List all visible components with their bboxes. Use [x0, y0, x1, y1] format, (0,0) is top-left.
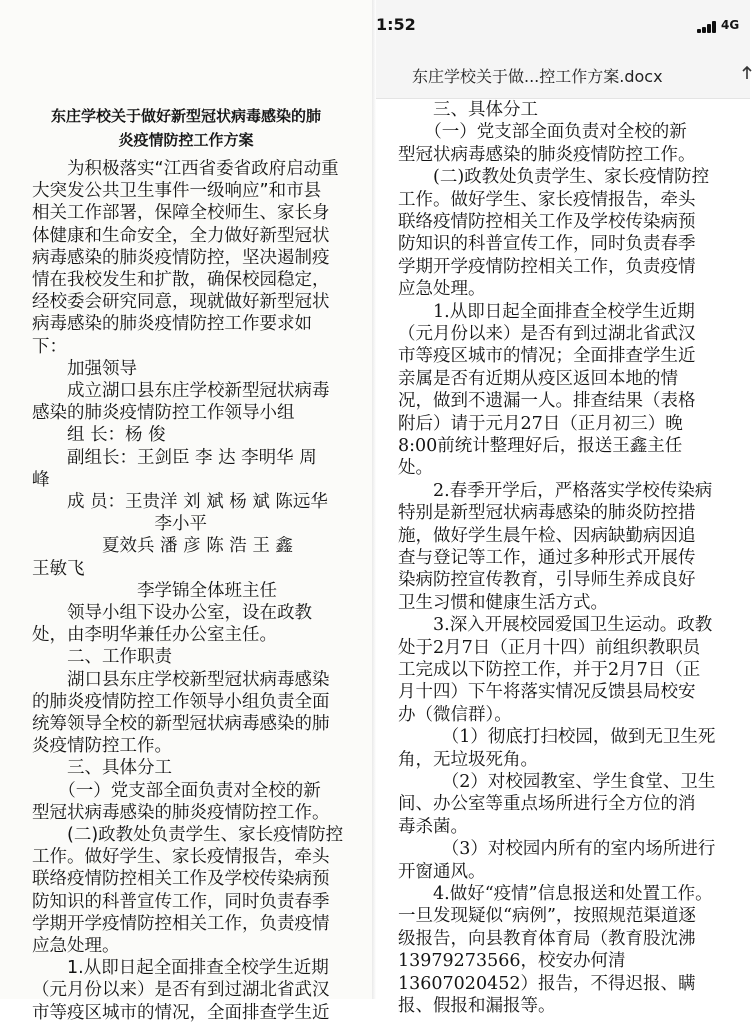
document-line: (二)政教处负责学生、家长疫情防控 — [32, 825, 344, 845]
document-line: 的肺炎疫情防控工作领导小组负责全面 — [32, 691, 330, 712]
document-line: （2）对校园教室、学生食堂、卫生 — [398, 772, 716, 792]
document-line: 组 长：杨 俊 — [32, 425, 166, 446]
share-icon[interactable] — [742, 65, 752, 83]
document-line: 统筹领导全校的新型冠状病毒感染的肺 — [32, 714, 330, 734]
document-line: 工完成以下防控工作，并于2月7日（正 — [398, 660, 701, 680]
phone-document-viewer — [376, 0, 750, 1016]
document-line: 办（微信群）。 — [398, 704, 512, 725]
document-line: 特别是新型冠状病毒感染的肺炎防控措 — [398, 503, 696, 524]
document-line: (二)政教处负责学生、家长疫情防控 — [398, 167, 710, 188]
document-line: 三、具体分工 — [32, 758, 172, 779]
document-line: 3.深入开展校园爱国卫生运动。政教 — [398, 615, 713, 636]
document-line: 加强领导 — [32, 358, 137, 379]
document-line: 三、具体分工 — [398, 100, 538, 120]
document-line: 施，做好学生晨午检、因病缺勤病因追 — [398, 525, 696, 546]
document-line: 染病防控宣传教育，引导师生养成良好 — [398, 570, 696, 591]
document-line: 情在我校发生和扩散，确保校园稳定， — [32, 270, 330, 290]
document-line: 8:00前统计整理好后，报送王鑫主任 — [398, 436, 683, 456]
document-line: 领导小组下设办公室，设在政教 — [32, 603, 312, 623]
document-line: 病毒感染的肺炎疫情防控，坚决遏制疫 — [32, 247, 330, 268]
document-line: 夏效兵 潘 彦 陈 浩 王 鑫 — [32, 536, 293, 557]
document-line: 毒杀菌。 — [398, 816, 468, 837]
document-line: （一）党支部全面负责对全校的新 — [32, 780, 321, 801]
document-line: 感染的肺炎疫情防控工作领导小组 — [32, 403, 295, 424]
document-line: 李小平 — [32, 514, 207, 535]
document-line: 处，由李明华兼任办公室主任。 — [32, 625, 277, 646]
document-title-bar — [376, 52, 750, 99]
document-line: 应急处理。 — [398, 279, 486, 300]
document-line: 级报告，向县教育体育局（教育股沈沸 — [398, 928, 696, 949]
document-line: 学期开学疫情防控相关工作，负责疫情 — [398, 256, 696, 277]
document-line: 李学锦全体班主任 — [32, 580, 277, 601]
document-line: 成立湖口县东庄学校新型冠状病毒 — [32, 381, 330, 401]
printed-document-photo — [0, 0, 372, 1023]
document-line: 体健康和生命安全，全力做好新型冠状 — [32, 225, 330, 246]
printed-title-line: 炎疫情防控工作方案 — [118, 131, 254, 149]
status-bar — [376, 0, 750, 52]
document-line: 一旦发现疑似“病例”，按照规范渠道逐 — [398, 906, 696, 927]
document-line: 大突发公共卫生事件一级响应”和市县 — [32, 181, 322, 202]
network-type: 4G — [721, 18, 740, 32]
document-line: 二、工作职责 — [32, 647, 172, 668]
document-line: 防知识的科普宣传工作，同时负责春季 — [32, 891, 330, 912]
document-line: 市等疫区城市的情况；全面排查学生近 — [398, 346, 696, 367]
document-line: 市等疫区城市的情况，全面排查学生近 — [32, 1002, 330, 1023]
document-line: （一）党支部全面负责对全校的新 — [398, 122, 687, 143]
document-line: （1）彻底打扫校园，做到无卫生死 — [398, 727, 716, 748]
document-line: 成 员：王贵洋 刘 斌 杨 斌 陈远华 — [32, 492, 328, 512]
printed-document-title — [0, 104, 372, 152]
document-line: 工作。做好学生、家长疫情报告，牵头 — [398, 189, 696, 210]
document-line: 况，做到不遗漏一人。排查结果（表格 — [398, 391, 696, 412]
document-file-name: 东庄学校关于做...控工作方案.docx — [412, 67, 663, 86]
document-line: 病毒感染的肺炎疫情防控工作要求如 — [32, 314, 312, 335]
document-line: 下： — [32, 336, 67, 357]
document-line: 开窗通风。 — [398, 861, 486, 882]
document-line: 查与登记等工作，通过多种形式开展传 — [398, 548, 696, 568]
document-line: 副组长：王剑臣 李 达 李明华 周 — [32, 447, 317, 468]
document-line: 角，无垃圾死角。 — [398, 749, 538, 770]
signal-strength-icon — [697, 21, 719, 33]
document-line: 13979273566，校安办何清 — [398, 951, 626, 972]
document-line: 为积极落实“江西省委省政府启动重 — [32, 159, 339, 179]
document-line: 1.从即日起全面排查全校学生近期 — [32, 958, 329, 979]
document-line: （元月份以来）是否有到过湖北省武汉 — [32, 980, 330, 1001]
printed-title-line: 东庄学校关于做好新型冠状病毒感染的肺 — [50, 107, 321, 125]
document-line: 卫生习惯和健康生活方式。 — [398, 592, 608, 613]
document-line: 经校委会研究同意，现就做好新型冠状 — [32, 292, 330, 313]
document-line: 2.春季开学后，严格落实学校传染病 — [398, 480, 713, 501]
document-line: 亲属是否有近期从疫区返回本地的情 — [398, 368, 678, 389]
document-line: 型冠状病毒感染的肺炎疫情防控工作。 — [398, 144, 696, 165]
document-line: 炎疫情防控工作。 — [32, 736, 172, 757]
document-line: 联络疫情防控相关工作及学校传染病预 — [32, 869, 330, 890]
document-line: 型冠状病毒感染的肺炎疫情防控工作。 — [32, 802, 330, 823]
document-line: 湖口县东庄学校新型冠状病毒感染 — [32, 669, 330, 690]
document-line: 学期开学疫情防控相关工作，负责疫情 — [32, 913, 330, 934]
document-line: （元月份以来）是否有到过湖北省武汉 — [398, 324, 696, 344]
document-line: 相关工作部署，保障全校师生、家长身 — [32, 203, 330, 224]
document-line: 王敏飞 — [32, 558, 85, 579]
document-line: 4.做好“疫情”信息报送和处置工作。 — [398, 884, 713, 904]
document-line: 处。 — [398, 458, 433, 479]
document-line: 防知识的科普宣传工作，同时负责春季 — [398, 234, 696, 255]
document-line: 峰 — [32, 469, 50, 490]
document-line: 报、假报和漏报等。 — [398, 996, 556, 1016]
document-line: 联络疫情防控相关工作及学校传染病预 — [398, 212, 696, 232]
document-line: 处于2月7日（正月十四）前组织教职员 — [398, 637, 701, 658]
document-line: （3）对校园内所有的室内场所进行 — [398, 839, 716, 860]
document-line: 月十四）下午将落实情况反馈县局校安 — [398, 682, 696, 703]
document-line: 附后）请于元月27日（正月初三）晚 — [398, 413, 683, 434]
document-line: 13607020452）报告，不得迟报、瞒 — [398, 973, 696, 994]
document-line: 间、办公室等重点场所进行全方位的消 — [398, 794, 696, 815]
document-line: 工作。做好学生、家长疫情报告，牵头 — [32, 847, 330, 868]
document-line: 1.从即日起全面排查全校学生近期 — [398, 301, 695, 322]
status-time: 1:52 — [376, 15, 416, 34]
document-line: 应急处理。 — [32, 936, 120, 956]
